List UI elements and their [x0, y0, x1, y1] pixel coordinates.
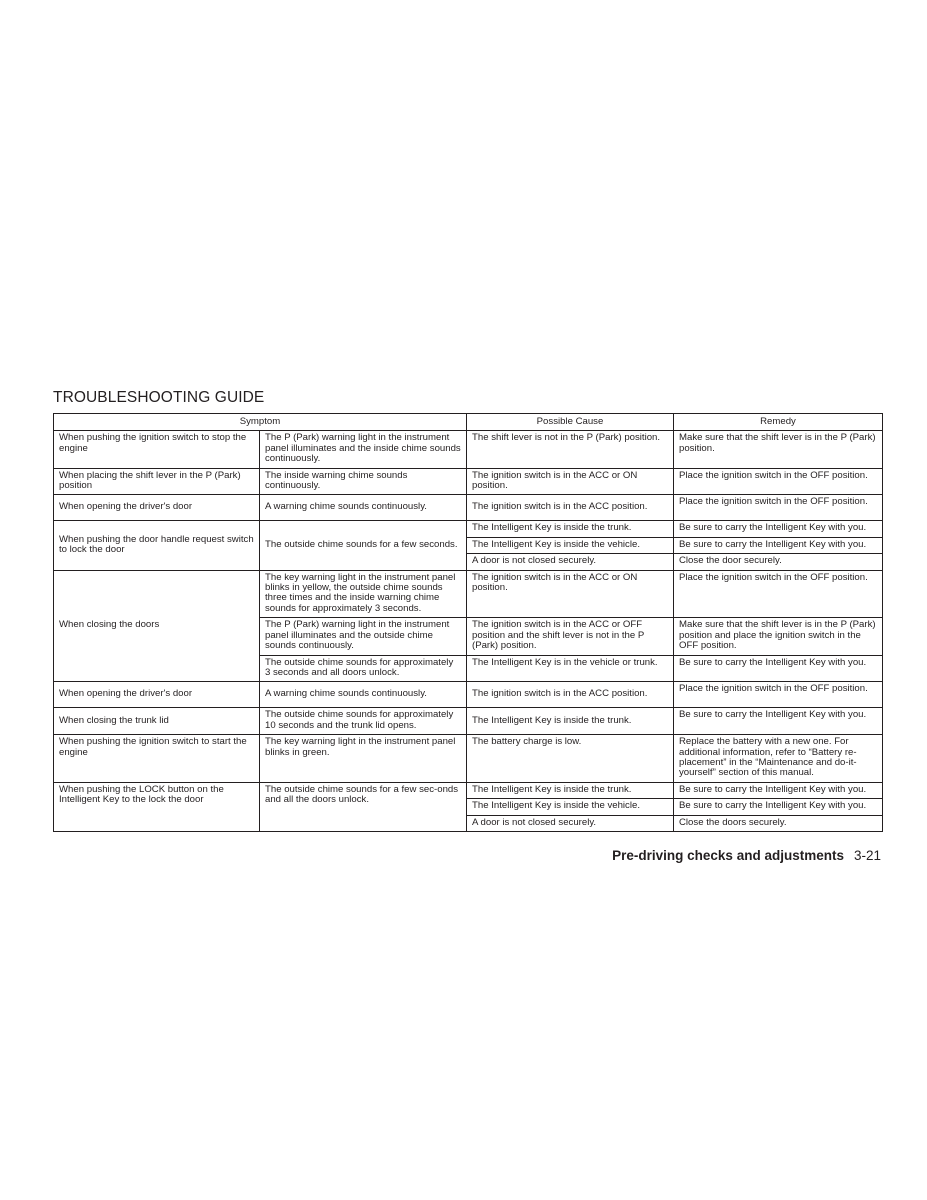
table-row: [54, 782, 883, 798]
symptom-cell: The key warning light in the instrument panel blinks in green.: [260, 735, 467, 783]
page-footer: [612, 848, 881, 863]
remedy-cell: Be sure to carry the Intelligent Key with you.: [674, 537, 883, 553]
table-header-row: [54, 414, 883, 431]
table-row: [54, 521, 883, 537]
cause-cell: The Intelligent Key is inside the vehicle.: [467, 799, 674, 815]
cause-cell: The ignition switch is in the ACC or ON position.: [467, 570, 674, 618]
header-possible-cause: Possible Cause: [467, 414, 674, 431]
remedy-cell: Replace the battery with a new one. For additional information, refer to “Battery re-placement” in the “Maintenance and do-it-yourself” section of this manual.: [674, 735, 883, 783]
cause-cell: The Intelligent Key is inside the trunk.: [467, 708, 674, 735]
cause-cell: The Intelligent Key is inside the trunk.: [467, 521, 674, 537]
situation-cell: When opening the driver's door: [54, 682, 260, 708]
page-title: TROUBLESHOOTING GUIDE: [53, 389, 265, 406]
footer-section-title: Pre-driving checks and adjustments: [612, 848, 844, 863]
remedy-cell: Place the ignition switch in the OFF position.: [674, 570, 883, 618]
remedy-cell: Place the ignition switch in the OFF position.: [674, 468, 883, 495]
symptom-cell: A warning chime sounds continuously.: [260, 682, 467, 708]
remedy-cell: Close the doors securely.: [674, 815, 883, 831]
situation-cell: When closing the doors: [54, 570, 260, 682]
symptom-cell: The P (Park) warning light in the instrument panel illuminates and the outside chime sounds continuously.: [260, 618, 467, 655]
remedy-cell: Place the ignition switch in the OFF position.: [674, 495, 883, 521]
cause-cell: The ignition switch is in the ACC or ON position.: [467, 468, 674, 495]
table-row: [54, 708, 883, 735]
cause-cell: The ignition switch is in the ACC or OFF position and the shift lever is not in the P (Park) position.: [467, 618, 674, 655]
situation-cell: When pushing the LOCK button on the Intelligent Key to the lock the door: [54, 782, 260, 831]
cause-cell: The Intelligent Key is inside the vehicle.: [467, 537, 674, 553]
symptom-cell: The P (Park) warning light in the instrument panel illuminates and the inside chime sounds continuously.: [260, 431, 467, 468]
remedy-cell: Place the ignition switch in the OFF position.: [674, 682, 883, 708]
cause-cell: The Intelligent Key is inside the trunk.: [467, 782, 674, 798]
symptom-cell: The outside chime sounds for approximately 10 seconds and the trunk lid opens.: [260, 708, 467, 735]
table-row: [54, 431, 883, 468]
cause-cell: The ignition switch is in the ACC position.: [467, 682, 674, 708]
remedy-cell: Be sure to carry the Intelligent Key with you.: [674, 782, 883, 798]
header-symptom: Symptom: [54, 414, 467, 431]
situation-cell: When pushing the door handle request switch to lock the door: [54, 521, 260, 570]
remedy-cell: Be sure to carry the Intelligent Key with you.: [674, 655, 883, 682]
table-row: [54, 682, 883, 708]
troubleshooting-table: [53, 413, 883, 832]
remedy-cell: Be sure to carry the Intelligent Key with you.: [674, 708, 883, 735]
table-row: [54, 468, 883, 495]
cause-cell: A door is not closed securely.: [467, 554, 674, 570]
header-remedy: Remedy: [674, 414, 883, 431]
cause-cell: The battery charge is low.: [467, 735, 674, 783]
remedy-cell: Be sure to carry the Intelligent Key with you.: [674, 799, 883, 815]
situation-cell: When opening the driver's door: [54, 495, 260, 521]
symptom-cell: The outside chime sounds for approximately 3 seconds and all doors unlock.: [260, 655, 467, 682]
page-number: 3-21: [853, 848, 881, 863]
cause-cell: The ignition switch is in the ACC position.: [467, 495, 674, 521]
symptom-cell: The inside warning chime sounds continuously.: [260, 468, 467, 495]
table-row: [54, 570, 883, 618]
symptom-cell: The outside chime sounds for a few seconds.: [260, 521, 467, 570]
situation-cell: When pushing the ignition switch to start the engine: [54, 735, 260, 783]
remedy-cell: Close the door securely.: [674, 554, 883, 570]
symptom-cell: The key warning light in the instrument panel blinks in yellow, the outside chime sounds three times and the inside warning chime sounds for approximately 3 seconds.: [260, 570, 467, 618]
symptom-cell: A warning chime sounds continuously.: [260, 495, 467, 521]
cause-cell: The Intelligent Key is in the vehicle or trunk.: [467, 655, 674, 682]
symptom-cell: The outside chime sounds for a few sec-onds and all the doors unlock.: [260, 782, 467, 831]
cause-cell: A door is not closed securely.: [467, 815, 674, 831]
situation-cell: When closing the trunk lid: [54, 708, 260, 735]
table-row: [54, 735, 883, 783]
table-row: [54, 495, 883, 521]
situation-cell: When pushing the ignition switch to stop the engine: [54, 431, 260, 468]
situation-cell: When placing the shift lever in the P (Park) position: [54, 468, 260, 495]
remedy-cell: Be sure to carry the Intelligent Key with you.: [674, 521, 883, 537]
remedy-cell: Make sure that the shift lever is in the P (Park) position and place the ignition switch in the OFF position.: [674, 618, 883, 655]
cause-cell: The shift lever is not in the P (Park) position.: [467, 431, 674, 468]
remedy-cell: Make sure that the shift lever is in the P (Park) position.: [674, 431, 883, 468]
